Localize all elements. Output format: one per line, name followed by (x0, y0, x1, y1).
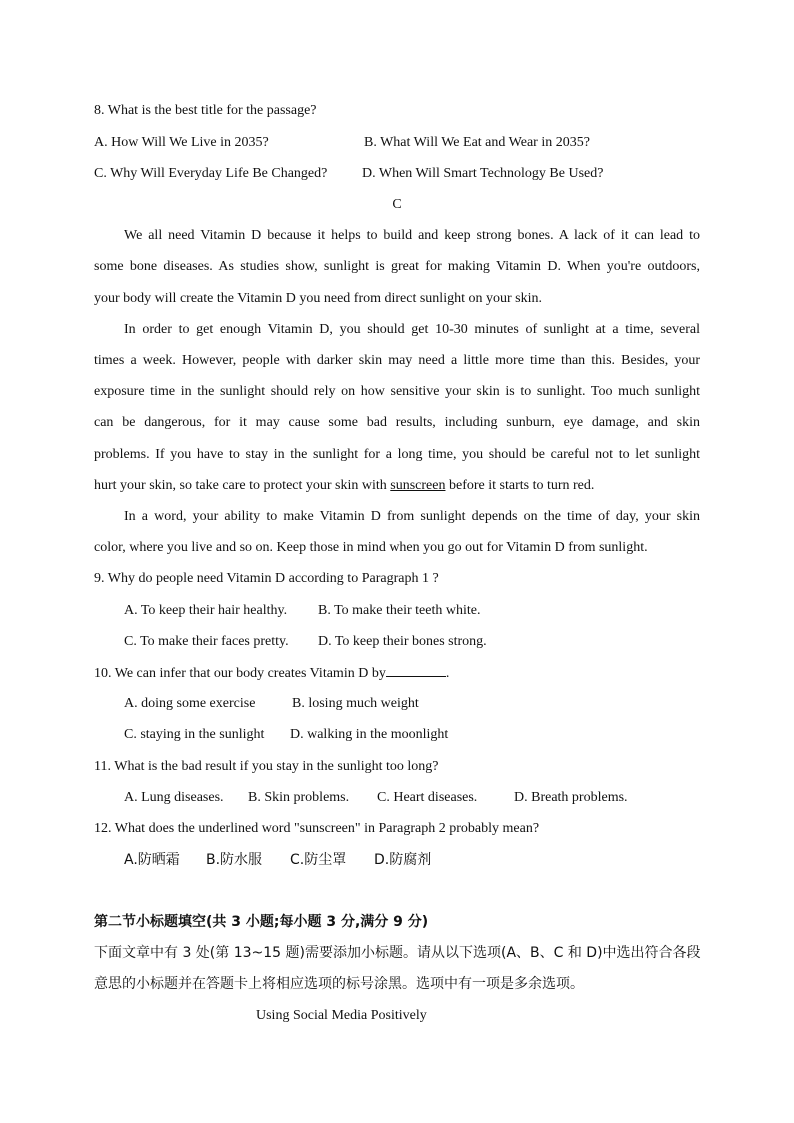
passage-label: C (392, 197, 402, 212)
underlined-word-sunscreen: sunscreen (390, 478, 446, 493)
p2-line-2: times a week. However, people with darker skin may need a little more time than this. Besides, your (94, 353, 700, 368)
q10-stem: 10. We can infer that our body creates Vitamin D by (94, 666, 386, 681)
answer-blank (386, 664, 446, 677)
q8-option-a: A. How Will We Live in 2035? (94, 135, 269, 150)
q12-option-a: A.防晒霜 (124, 852, 180, 868)
q8-option-d: D. When Will Smart Technology Be Used? (362, 166, 604, 181)
q9-option-b: B. To make their teeth white. (318, 603, 481, 618)
q9-option-a: A. To keep their hair healthy. (124, 603, 288, 618)
q8-option-c: C. Why Will Everyday Life Be Changed? (94, 166, 328, 181)
q8-stem: 8. What is the best title for the passage? (94, 103, 317, 118)
q11-option-d: D. Breath problems. (514, 790, 628, 805)
q12-option-d: D.防腐剂 (374, 852, 432, 868)
article-title: Using Social Media Positively (256, 1008, 427, 1023)
q11-option-b: B. Skin problems. (248, 790, 350, 805)
q10-stem-end: . (445, 666, 450, 681)
q9-option-c: C. To make their faces pretty. (124, 634, 289, 649)
q10-option-b: B. losing much weight (292, 696, 419, 711)
q11-option-c: C. Heart diseases. (377, 790, 478, 805)
p1-line-3: your body will create the Vitamin D you need from direct sunlight on your skin. (94, 291, 542, 306)
q12-stem: 12. What does the underlined word "sunscreen" in Paragraph 2 probably mean? (94, 821, 540, 836)
q10-stem-line (94, 664, 700, 683)
p2-line-6-before: hurt your skin, so take care to protect your skin with (94, 478, 391, 493)
p2-line-6 (94, 477, 700, 495)
q12-option-b: B.防水服 (206, 852, 263, 868)
q12-option-c: C.防尘罩 (290, 852, 347, 868)
q9-option-d: D. To keep their bones strong. (318, 634, 487, 649)
section-instruction-line-2: 意思的小标题并在答题卡上将相应选项的标号涂黑。选项中有一项是多余选项。 (94, 976, 584, 992)
p2-line-5: problems. If you have to stay in the sunlight for a long time, you should be careful not to let sunlight (94, 447, 700, 462)
q8-option-b: B. What Will We Eat and Wear in 2035? (364, 135, 590, 150)
section-instruction-line-1: 下面文章中有 3 处(第 13~15 题)需要添加小标题。请从以下选项(A、B、C 和 D)中选出符合各段 (94, 945, 701, 961)
q9-stem: 9. Why do people need Vitamin D according to Paragraph 1 ? (94, 571, 439, 586)
p1-line-1: We all need Vitamin D because it helps to build and keep strong bones. A lack of it can lead to (124, 228, 700, 243)
p3-line-2: color, where you live and so on. Keep those in mind when you go out for Vitamin D from sunlight. (94, 540, 648, 555)
q10-option-c: C. staying in the sunlight (124, 727, 265, 742)
section-heading: 第二节小标题填空(共 3 小题;每小题 3 分,满分 9 分) (94, 914, 429, 930)
q11-option-a: A. Lung diseases. (124, 790, 224, 805)
p2-line-4: can be dangerous, for it may cause some bad results, including sunburn, eye damage, and skin (94, 415, 700, 430)
p1-line-2: some bone diseases. As studies show, sunlight is great for making Vitamin D. When you're outdoors, (94, 259, 700, 274)
q10-option-d: D. walking in the moonlight (290, 727, 449, 742)
p2-line-6-after: before it starts to turn red. (445, 478, 595, 493)
p2-line-3: exposure time in the sunlight should rely on how sensitive your skin is to sunlight. Too much sunlight (94, 384, 700, 399)
q11-stem: 11. What is the bad result if you stay in the sunlight too long? (94, 759, 439, 774)
p3-line-1: In a word, your ability to make Vitamin D from sunlight depends on the time of day, your skin (124, 509, 700, 524)
p2-line-1: In order to get enough Vitamin D, you should get 10-30 minutes of sunlight at a time, several (124, 322, 700, 337)
q10-option-a: A. doing some exercise (124, 696, 256, 711)
